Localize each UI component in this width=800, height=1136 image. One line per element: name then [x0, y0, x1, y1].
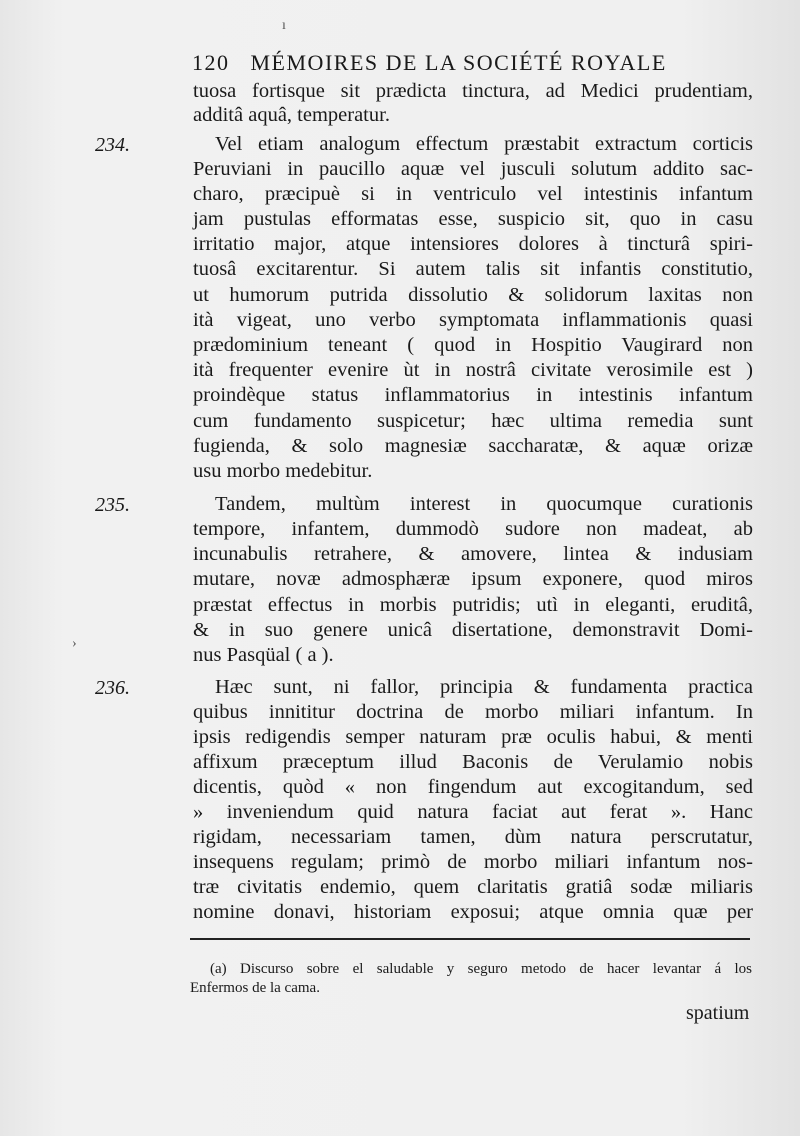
text-line: charo, præcipuè si in ventriculo vel intestinis infantum [193, 183, 753, 205]
text-line: cum fundamento suspicetur; hæc ultima remedia sunt [193, 410, 753, 432]
ink-speck: › [72, 636, 77, 651]
text-line: » inveniendum quid natura faciat aut ferat ». Hanc [193, 801, 753, 823]
text-line: præstat effectus in morbis putridis; utì in eleganti, eruditâ, [193, 594, 753, 616]
text-line: prædominium teneant ( quod in Hospitio Vaugirard non [193, 334, 753, 356]
text-line: Vel etiam analogum effectum præstabit extractum corticis [215, 133, 753, 155]
text-line: dicentis, quòd « non fingendum aut excogitandum, sed [193, 776, 753, 798]
text-line: affixum præceptum illud Baconis de Verulamio nobis [193, 751, 753, 773]
text-line: nus Pasqüal ( a ). [193, 644, 334, 666]
text-line: ità vigeat, uno verbo symptomata inflammationis quasi [193, 309, 753, 331]
text-line: tuosâ excitarentur. Si autem talis sit infantis constitutio, [193, 258, 753, 280]
text-line: tempore, infantem, dummodò sudore non madeat, ab [193, 518, 753, 540]
text-line: ut humorum putrida dissolutio & solidorum laxitas non [193, 284, 753, 306]
ink-speck: ı [282, 18, 286, 33]
text-line: Tandem, multùm interest in quocumque curationis [215, 493, 753, 515]
catchword: spatium [686, 1002, 750, 1024]
continuation-line: additâ aquâ, temperatur. [193, 104, 390, 126]
paragraph-number: 235. [95, 494, 130, 516]
paragraph-number: 234. [95, 134, 130, 156]
running-title: MÉMOIRES DE LA SOCIÉTÉ ROYALE [250, 50, 667, 75]
continuation-line: tuosa fortisque sit prædicta tinctura, ad Medici prudentiam, [193, 80, 753, 102]
paragraph-number: 236. [95, 677, 130, 699]
text-line: mutare, novæ admosphæræ ipsum exponere, quod miros [193, 568, 753, 590]
footnote-line: Enfermos de la cama. [190, 980, 320, 996]
text-line: insequens regulam; primò de morbo miliari infantum nos- [193, 851, 753, 873]
text-line: Hæc sunt, ni fallor, principia & fundamenta practica [215, 676, 753, 698]
text-line: Peruviani in paucillo aquæ vel jusculi solutum addito sac- [193, 158, 753, 180]
text-line: ipsis redigendis semper naturam præ oculis habui, & menti [193, 726, 753, 748]
text-line: rigidam, necessariam tamen, dùm natura perscrutatur, [193, 826, 753, 848]
text-line: & in suo genere unicâ disertatione, demonstravit Domi- [193, 619, 753, 641]
text-line: ità frequenter evenire ùt in nostrâ civitate verosimile est ) [193, 359, 753, 381]
footnote-line: (a) Discurso sobre el saludable y seguro metodo de hacer levantar á los [210, 961, 752, 977]
text-line: proindèque status inflammatorius in intestinis infantum [193, 384, 753, 406]
text-line: fugienda, & solo magnesiæ saccharatæ, & aquæ orizæ [193, 435, 753, 457]
footnote-rule [190, 938, 750, 940]
text-line: usu morbo medebitur. [193, 460, 373, 482]
text-line: irritatio major, atque intensiores dolores à tincturâ spiri- [193, 233, 753, 255]
page-number: 120 [192, 50, 230, 75]
text-line: jam pustulas efformatas esse, suspicio sit, quo in casu [193, 208, 753, 230]
text-line: træ civitatis endemio, quem claritatis gratiâ sodæ miliaris [193, 876, 753, 898]
text-line: incunabulis retrahere, & amovere, lintea & indusiam [193, 543, 753, 565]
text-line: quibus innititur doctrina de morbo miliari infantum. In [193, 701, 753, 723]
text-line: nomine donavi, historiam exposui; atque omnia quæ per [193, 901, 753, 923]
running-header [192, 50, 712, 76]
